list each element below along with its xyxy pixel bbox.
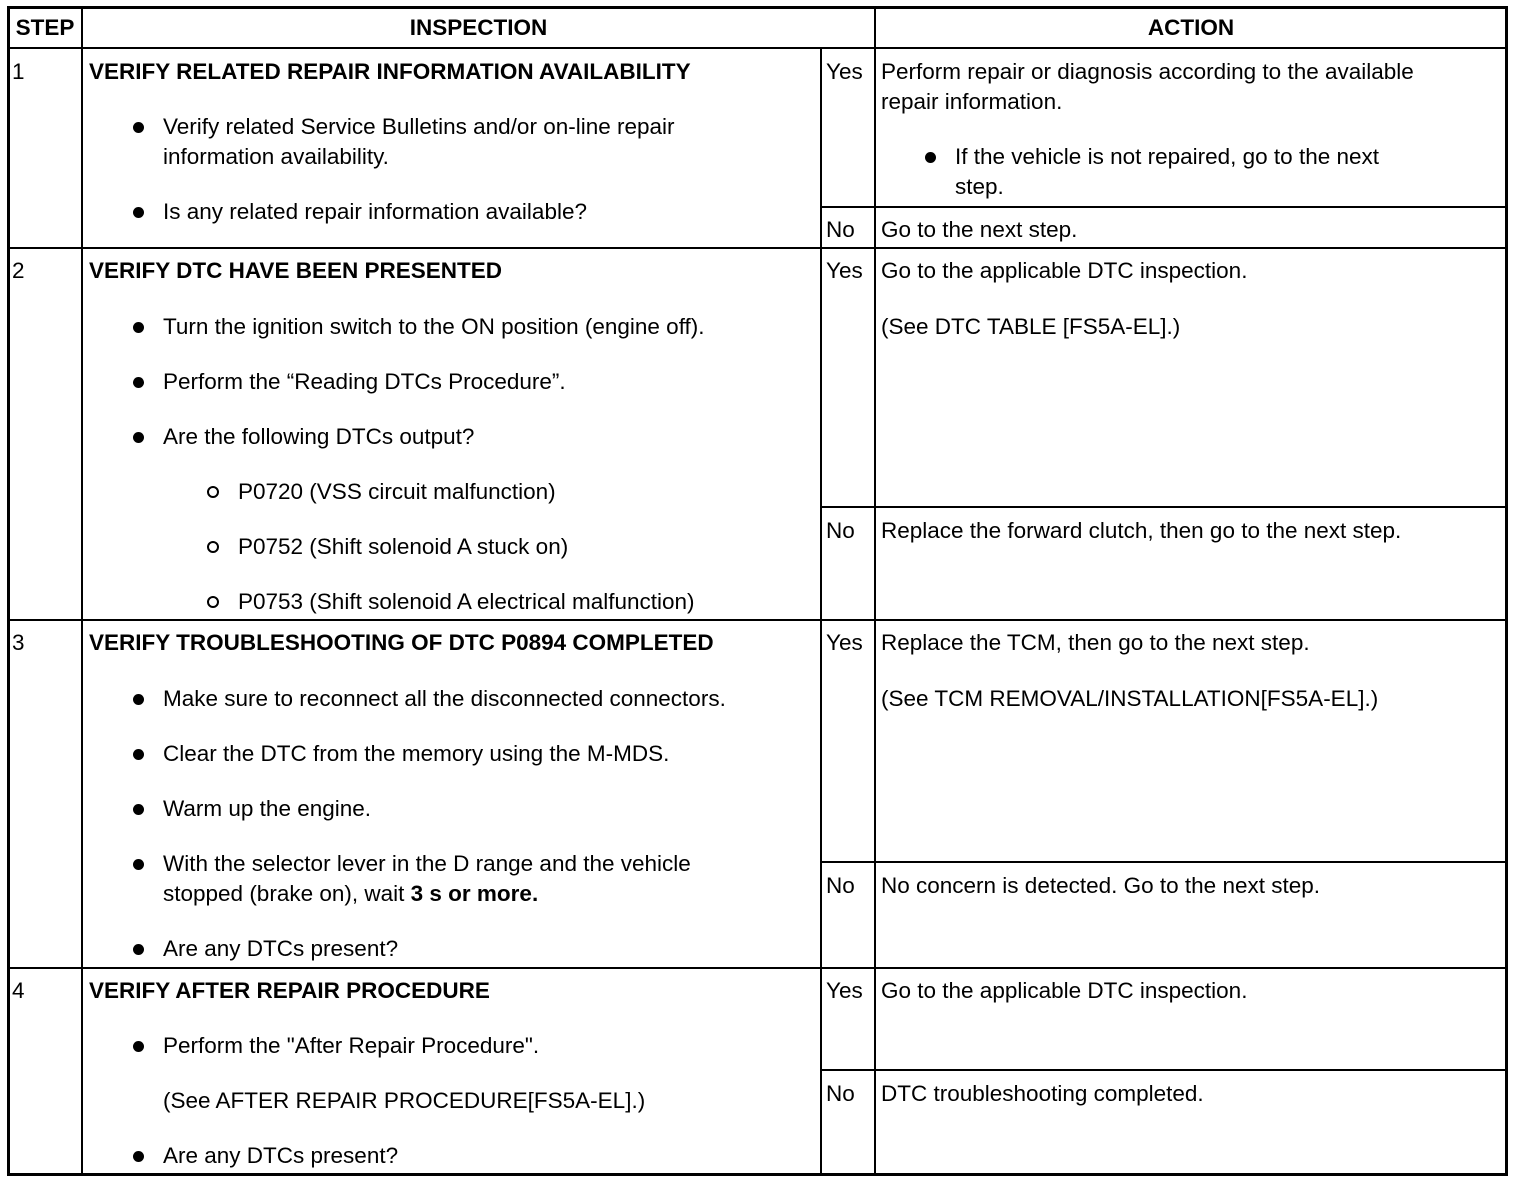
bullet-icon (133, 207, 144, 218)
dtc-sub-bullet: P0753 (Shift solenoid A electrical malfunction) (238, 589, 695, 614)
yes-label: Yes (826, 978, 863, 1003)
step-title: VERIFY TROUBLESHOOTING OF DTC P0894 COMPLETED (89, 630, 714, 655)
yes-no-divider-3 (820, 861, 1508, 863)
inspection-bullet: Make sure to reconnect all the disconnected connectors. (163, 686, 726, 711)
circle-bullet-icon (207, 486, 219, 498)
step-title: VERIFY AFTER REPAIR PROCEDURE (89, 978, 490, 1003)
inspection-bullet: Perform the "After Repair Procedure". (163, 1033, 540, 1058)
inspection-bullet-cont (163, 879, 538, 909)
no-label: No (826, 217, 855, 242)
no-action: Replace the forward clutch, then go to the next step. (881, 518, 1402, 543)
bullet-icon (133, 859, 144, 870)
inspection-bullet: Verify related Service Bulletins and/or on-line repair (163, 114, 675, 139)
bullet-icon (925, 152, 936, 163)
inspection-bullet: Are any DTCs present? (163, 1143, 399, 1168)
yes-sub-bullet-cont: step. (955, 174, 1004, 199)
inspection-bullet: Is any related repair information available? (163, 199, 587, 224)
yes-action: Replace the TCM, then go to the next step. (881, 630, 1310, 655)
bullet-icon (133, 122, 144, 133)
inspection-reference: (See AFTER REPAIR PROCEDURE[FS5A-EL].) (163, 1088, 646, 1113)
bullet-icon (133, 322, 144, 333)
no-action: Go to the next step. (881, 217, 1078, 242)
inspection-bullet: Clear the DTC from the memory using the M-MDS. (163, 741, 670, 766)
inspection-bullet: Perform the “Reading DTCs Procedure”. (163, 369, 566, 394)
row-divider-3 (7, 967, 1508, 969)
bullet-icon (133, 1151, 144, 1162)
inspection-bullet: Are the following DTCs output? (163, 424, 475, 449)
yes-action: Go to the applicable DTC inspection. (881, 978, 1248, 1003)
step-number: 1 (12, 59, 25, 84)
bullet-icon (133, 432, 144, 443)
bullet-icon (133, 694, 144, 705)
yes-action: Go to the applicable DTC inspection. (881, 258, 1248, 283)
yes-label: Yes (826, 258, 863, 283)
bullet-icon (133, 1041, 144, 1052)
dtc-sub-bullet: P0720 (VSS circuit malfunction) (238, 479, 556, 504)
header-step: STEP (15, 15, 75, 40)
no-label: No (826, 1081, 855, 1106)
no-label: No (826, 518, 855, 543)
header-divider (7, 47, 1508, 49)
header-action: ACTION (1147, 15, 1235, 40)
inspection-bullet: Turn the ignition switch to the ON position (engine off). (163, 314, 705, 339)
bullet-icon (133, 944, 144, 955)
yes-sub-bullet: If the vehicle is not repaired, go to the next (955, 144, 1380, 169)
circle-bullet-icon (207, 596, 219, 608)
wait-duration: 3 s or more. (410, 881, 539, 906)
yes-label: Yes (826, 630, 863, 655)
row-divider-1 (7, 247, 1508, 249)
yes-no-divider-2 (820, 506, 1508, 508)
inspection-bullet: Are any DTCs present? (163, 936, 399, 961)
yes-action-reference: (See DTC TABLE [FS5A-EL].) (881, 314, 1181, 339)
bullet-icon (133, 377, 144, 388)
inspection-bullet-cont: information availability. (163, 144, 389, 169)
row-divider-2 (7, 619, 1508, 621)
yes-no-divider-1 (820, 206, 1508, 208)
yes-no-divider-4 (820, 1069, 1508, 1071)
inspection-bullet: With the selector lever in the D range and the vehicle (163, 851, 691, 876)
step-title: VERIFY RELATED REPAIR INFORMATION AVAILABILITY (89, 59, 691, 84)
action-col-divider (874, 6, 876, 1176)
yes-action-reference: (See TCM REMOVAL/INSTALLATION[FS5A-EL].) (881, 686, 1379, 711)
step-number: 4 (12, 978, 25, 1003)
no-action: No concern is detected. Go to the next step. (881, 873, 1321, 898)
step-title: VERIFY DTC HAVE BEEN PRESENTED (89, 258, 502, 283)
step-number: 2 (12, 258, 25, 283)
yes-action-cont: repair information. (881, 89, 1063, 114)
bullet-icon (133, 804, 144, 815)
step-number: 3 (12, 630, 25, 655)
step-col-divider (81, 6, 83, 1176)
inspection-col-divider (820, 48, 822, 1176)
yes-label: Yes (826, 59, 863, 84)
circle-bullet-icon (207, 541, 219, 553)
dtc-sub-bullet: P0752 (Shift solenoid A stuck on) (238, 534, 569, 559)
inspection-bullet: Warm up the engine. (163, 796, 372, 821)
header-inspection: INSPECTION (409, 15, 548, 40)
no-label: No (826, 873, 855, 898)
yes-action: Perform repair or diagnosis according to the available (881, 59, 1414, 84)
no-action: DTC troubleshooting completed. (881, 1081, 1204, 1106)
bullet-icon (133, 749, 144, 760)
wait-text: stopped (brake on), wait (163, 881, 411, 906)
